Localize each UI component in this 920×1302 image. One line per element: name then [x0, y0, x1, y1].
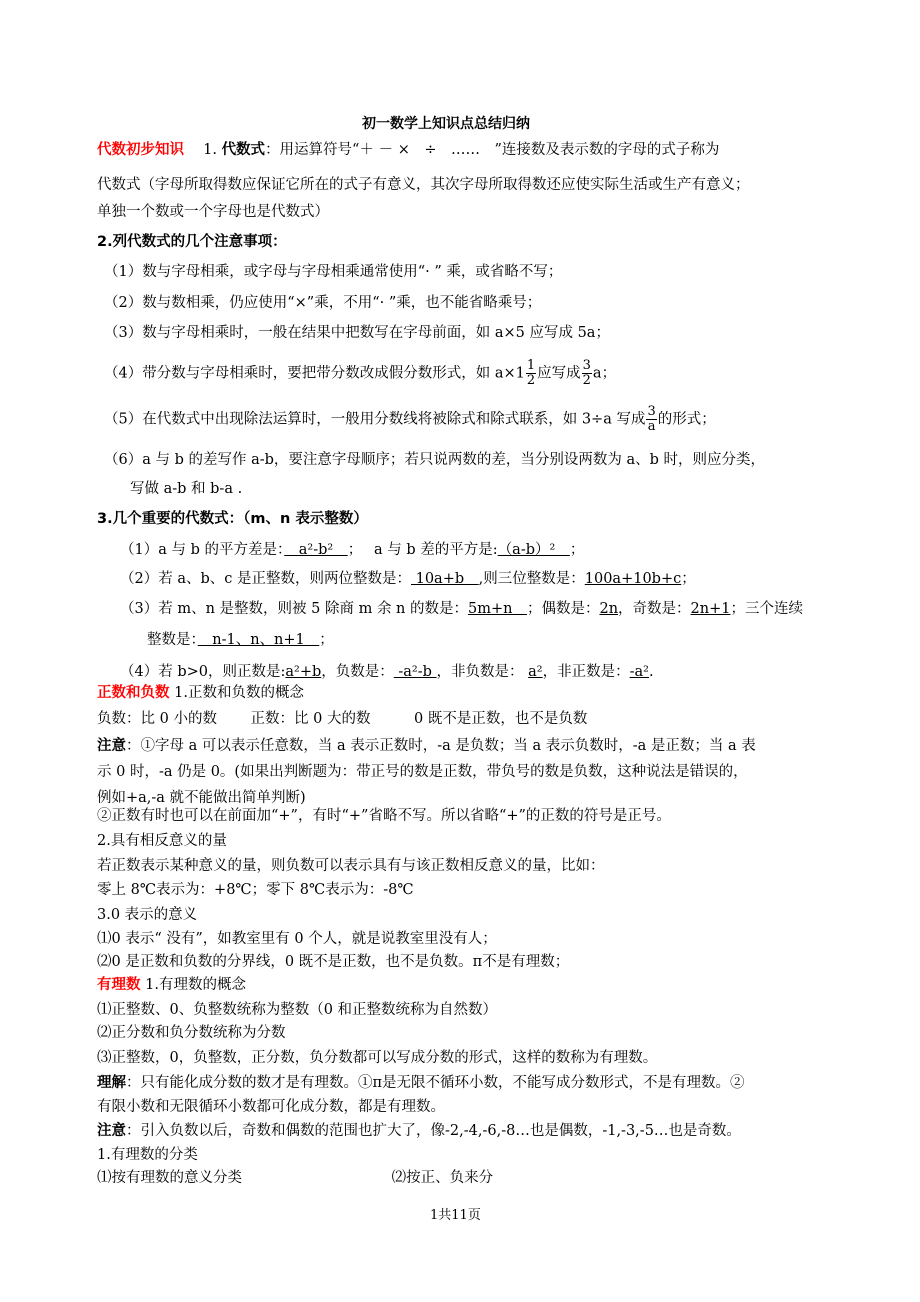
text-segment: ⑶正整数，0，负整数，正分数，负分数都可以写成分数的形式，这样的数称为有理数。: [97, 1050, 658, 1066]
fraction: [582, 359, 592, 388]
fraction-numerator: 1: [526, 358, 536, 373]
underlined-answer: n-1、n、n+1: [197, 632, 320, 648]
text-line: [97, 1168, 493, 1188]
text-segment: ；: [681, 571, 696, 587]
underlined-answer: a²: [528, 664, 543, 680]
text-segment: ⑴0 表示“ 没有”，如教室里有 0 个人，就是说教室里没有人；: [97, 931, 497, 947]
text-segment: 有限小数和无限循环小数都可化成分数，都是有理数。: [97, 1099, 445, 1115]
text-segment: ②正数有时也可以在前面加“+”，有时“+”省略不写。所以省略“+”的正数的符号是正号。: [97, 808, 671, 824]
text-segment: （6）a 与 b 的差写作 a-b，要注意字母顺序；若只说两数的差，当分别设两数为 a、b 时，则应分类，: [104, 452, 766, 468]
text-line: [104, 262, 562, 282]
text-segment: 2.具有相反意义的量: [97, 833, 227, 849]
text-line: [97, 709, 587, 729]
fraction-denominator: a: [647, 419, 656, 434]
text-segment: 单独一个数或一个字母也是代数式）: [97, 204, 329, 220]
text-segment: .: [648, 664, 654, 680]
text-line: [120, 662, 654, 682]
text-segment: （5）在代数式中出现除法运算时，一般用分数线将被除式和除式联系，如 3÷a 写成: [104, 411, 646, 428]
section-heading: 正数和负数: [97, 685, 170, 701]
text-line: [97, 736, 756, 756]
underlined-answer: （a-b）²: [497, 542, 570, 558]
text-segment: ：①字母 a 可以表示任意数，当 a 表示正数时，-a 是负数；当 a 表示负数时，-a 是正数；当 a 表: [126, 738, 756, 754]
underlined-answer: 2n: [599, 601, 619, 617]
fraction-denominator: 2: [582, 373, 591, 388]
text-segment: ：只有能化成分数的数才是有理数。①π是无限不循环小数，不能写成分数形式，不是有理数。②: [126, 1075, 745, 1091]
text-segment: 整数是：: [147, 632, 198, 648]
text-segment: ；: [319, 632, 334, 648]
underlined-answer: 10a+b: [411, 571, 479, 587]
text-line: [97, 831, 227, 851]
text-line: [97, 1097, 445, 1117]
text-line: [130, 479, 242, 499]
bold-label: 理解: [97, 1075, 126, 1091]
underlined-answer: 100a+10b+c: [584, 571, 682, 587]
text-segment: 1.正数和负数的概念: [169, 685, 304, 701]
text-segment: 零上 8℃表示为：+8℃；零下 8℃表示为：-8℃: [97, 882, 414, 898]
text-segment: 示 0 时，-a 仍是 0。(如果出判断题为：带正号的数是正数，带负号的数是负数，这种说法是错误的，: [97, 764, 748, 780]
text-line: [97, 175, 750, 195]
text-line: [104, 359, 616, 388]
bold-label: 3.几个重要的代数式：（m、n 表示整数）: [97, 511, 368, 527]
text-line: [97, 952, 569, 972]
page-title: 初一数学上知识点总结归纳: [362, 116, 530, 132]
text-segment: a；: [592, 365, 617, 382]
text-segment: ：引入负数以后，奇数和偶数的范围也扩大了，像-2,-4,-6,-8…也是偶数，-1,-3,-5…也是奇数。: [126, 1123, 741, 1139]
text-line: [97, 1023, 286, 1043]
text-segment: （4）若 b>0，则正数是:: [120, 664, 286, 680]
text-line: [97, 929, 497, 949]
fraction-numerator: 3: [582, 358, 591, 373]
text-segment: 例如+a,-a 就不能做出简单判断): [97, 790, 306, 806]
fraction: [526, 359, 536, 388]
underlined-answer: -a²-b: [393, 664, 437, 680]
text-segment: ⑵正分数和负分数统称为分数: [97, 1025, 286, 1041]
text-segment: （2）数与数相乘，仍应使用“×”乘，不用“· ”乘，也不能省略乘号；: [104, 295, 542, 311]
text-line: [97, 905, 197, 925]
text-segment: ⑴正整数、0、负整数统称为整数（0 和正整数统称为自然数）: [97, 1002, 498, 1018]
text-segment: ，非负数是：: [436, 664, 529, 680]
text-line: [97, 232, 287, 252]
fraction: [646, 405, 656, 434]
text-segment: （4）带分数与字母相乘时，要把带分数改成假分数形式，如 a×1: [104, 365, 525, 382]
text-line: [97, 856, 605, 876]
underlined-answer: a²+b: [285, 664, 322, 680]
text-line: [147, 630, 334, 650]
text-segment: ⑴按有理数的意义分类 ⑵按正、负来分: [97, 1170, 494, 1186]
text-segment: 1.有理数的分类: [97, 1147, 198, 1163]
text-segment: ； a 与 b 差的平方是:: [347, 542, 498, 558]
text-segment: 负数：比 0 小的数 正数：比 0 大的数 0 既不是正数，也不是负数: [97, 711, 588, 727]
text-segment: 应写成: [537, 365, 581, 382]
underlined-answer: 2n+1: [690, 601, 731, 617]
text-segment: ，负数是：: [321, 664, 394, 680]
text-line: [104, 293, 541, 313]
fraction-numerator: 3: [647, 404, 656, 419]
text-line: [104, 450, 765, 470]
section-heading: 代数初步知识: [97, 142, 184, 158]
text-segment: 的形式；: [657, 411, 716, 428]
text-line: [97, 1145, 198, 1165]
text-line: [97, 683, 304, 703]
text-segment: ；三个连续: [730, 601, 803, 617]
text-line: [97, 788, 306, 808]
text-line: [97, 140, 719, 160]
text-line: [97, 509, 368, 529]
text-segment: 1.有理数的概念: [140, 977, 246, 993]
fraction-denominator: 2: [526, 373, 536, 388]
text-line: [97, 202, 329, 222]
text-segment: （3）若 m、n 是整数，则被 5 除商 m 余 n 的数是：: [120, 601, 468, 617]
text-segment: ；: [569, 542, 585, 558]
text-line: [97, 762, 748, 782]
text-segment: （2）若 a、b、c 是正整数，则两位整数是：: [120, 571, 411, 587]
bold-label: 注意: [97, 1123, 126, 1139]
underlined-answer: a²-b²: [284, 542, 348, 558]
text-segment: ，非正数是：: [542, 664, 630, 680]
text-line: [97, 1048, 657, 1068]
text-segment: 若正数表示某种意义的量，则负数可以表示具有与该正数相反意义的量，比如：: [97, 858, 605, 874]
text-line: [97, 975, 246, 995]
text-line: [104, 323, 610, 343]
bold-label: 注意: [97, 738, 126, 754]
text-line: [97, 1121, 741, 1141]
section-heading: 有理数: [97, 977, 141, 993]
text-line: [120, 540, 584, 560]
text-segment: （1）a 与 b 的平方差是：: [120, 542, 285, 558]
text-segment: ：用运算符号“＋ － × ÷ …… ”连接数及表示数的字母的式子称为: [265, 142, 720, 158]
text-segment: ，奇数是：: [618, 601, 691, 617]
text-line: [120, 599, 803, 619]
text-line: [97, 1073, 745, 1093]
underlined-answer: 5m+n: [468, 601, 527, 617]
bold-label: 2.列代数式的几个注意事项：: [97, 234, 287, 250]
text-line: [120, 569, 696, 589]
text-line: [104, 405, 716, 434]
text-segment: 3.0 表示的意义: [97, 907, 198, 923]
text-segment: 代数式（字母所取得数应保证它所在的式子有意义，其次字母所取得数还应使实际生活或生产有意义；: [97, 177, 750, 193]
bold-label: 代数式: [221, 142, 266, 158]
text-segment: ,则三位整数是：: [478, 571, 585, 587]
text-segment: 1.: [184, 142, 222, 158]
text-segment: ⑵0 是正数和负数的分界线，0 既不是正数，也不是负数。π不是有理数；: [97, 954, 570, 970]
text-line: [97, 806, 671, 826]
text-line: [97, 1000, 497, 1020]
text-segment: ；偶数是：: [526, 601, 600, 617]
underlined-answer: -a²: [629, 664, 649, 680]
text-segment: （3）数与字母相乘时，一般在结果中把数写在字母前面，如 a×5 应写成 5a；: [104, 325, 610, 341]
text-segment: （1）数与字母相乘，或字母与字母相乘通常使用“· ” 乘，或省略不写；: [104, 264, 563, 280]
page-footer: 1共11页: [430, 1208, 481, 1223]
text-line: [97, 880, 414, 900]
text-segment: 写做 a-b 和 b-a .: [130, 481, 243, 497]
